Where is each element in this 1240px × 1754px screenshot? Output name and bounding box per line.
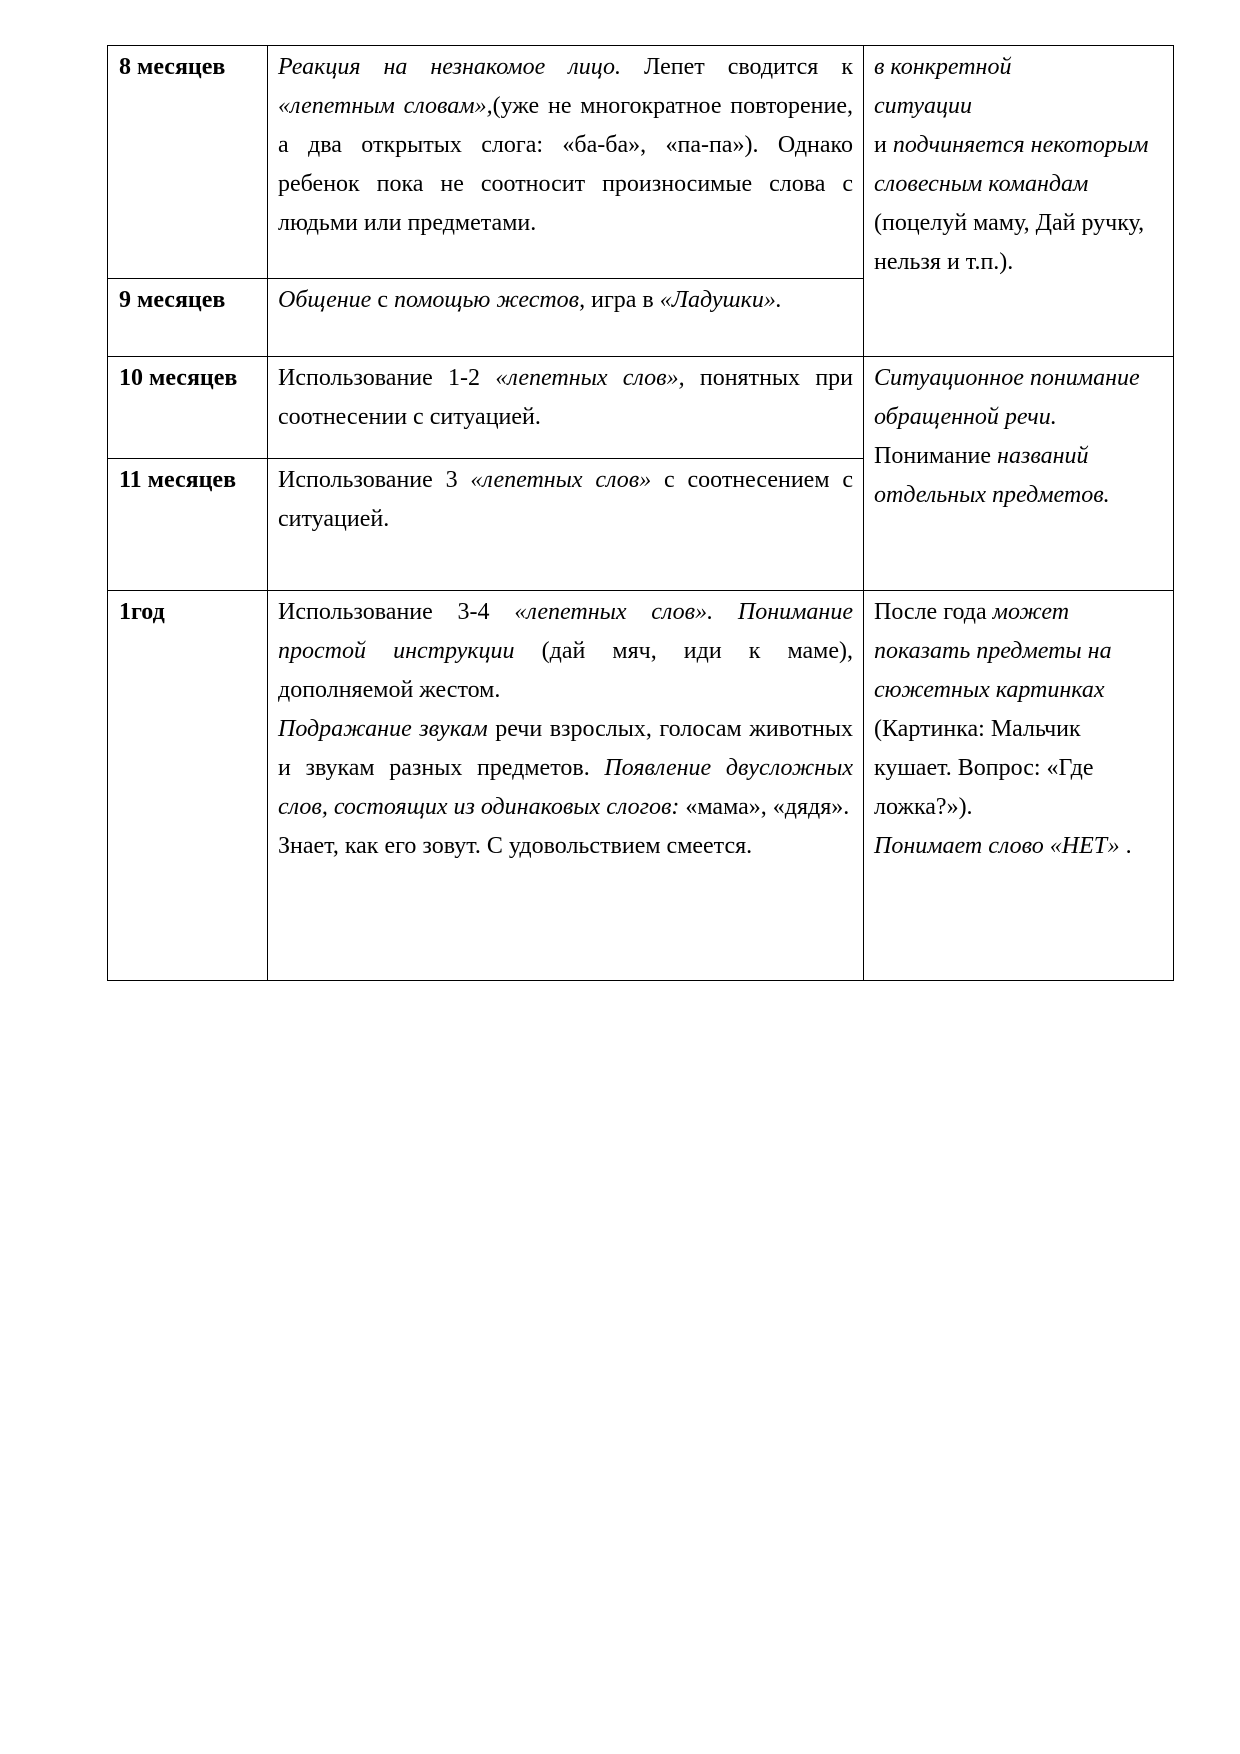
- text-segment: (Картинка: Мальчик кушает. Вопрос: «Где ложка?»).: [874, 716, 1094, 820]
- text-segment: Использование 1-2: [278, 365, 496, 391]
- text-segment: речи взрослых, голосам животных и звукам разных предметов.: [278, 716, 853, 781]
- italic-text-segment: подчиняется некоторым словесным командам: [874, 132, 1149, 197]
- italic-text-segment: Понимание простой инструкции: [278, 599, 853, 664]
- text-segment: понятных при соотнесении с ситуацией.: [278, 365, 854, 430]
- italic-text-segment: Общение: [278, 287, 372, 313]
- italic-text-segment: Реакция на незнакомое лицо.: [278, 54, 621, 80]
- text-segment: с: [371, 287, 394, 313]
- age-cell: 1год: [108, 591, 268, 981]
- speech-description-cell: [268, 279, 864, 357]
- text-segment: Использование 3: [278, 467, 471, 493]
- text-segment: (дай мяч, иди к маме), дополняемой жестом.: [278, 638, 854, 703]
- italic-text-segment: ситуации: [874, 93, 973, 119]
- understanding-cell: [864, 46, 1174, 357]
- age-cell: 8 месяцев: [108, 46, 268, 279]
- speech-description-cell: [268, 459, 864, 591]
- speech-description-cell: [268, 357, 864, 459]
- text-segment: После года: [874, 599, 993, 625]
- italic-text-segment: может показать предметы на сюжетных картинках: [874, 599, 1112, 703]
- table-row: [108, 591, 1174, 981]
- text-segment: Использование 3-4: [278, 599, 515, 625]
- text-segment: и: [874, 132, 893, 158]
- italic-text-segment: названий отдельных предметов.: [874, 443, 1110, 508]
- italic-text-segment: «лепетным словам»,: [278, 93, 493, 119]
- speech-description-cell: [268, 591, 864, 981]
- text-segment: (поцелуй маму, Дай ручку, нельзя и т.п.).: [874, 210, 1145, 275]
- italic-text-segment: помощью жестов,: [393, 287, 586, 313]
- table-row: [108, 357, 1174, 459]
- text-segment: «мама», «дядя».: [679, 794, 850, 820]
- text-segment: .: [1119, 833, 1132, 859]
- understanding-cell: [864, 357, 1174, 591]
- italic-text-segment: Понимает слово «НЕТ»: [874, 833, 1120, 859]
- age-cell: 11 месяцев: [108, 459, 268, 591]
- italic-text-segment: в конкретной: [874, 54, 1012, 80]
- age-cell: 10 месяцев: [108, 357, 268, 459]
- text-segment: с соотнесением с ситуацией.: [278, 467, 853, 532]
- italic-text-segment: Подражание звукам: [278, 716, 488, 742]
- italic-text-segment: «Ладушки».: [659, 287, 782, 313]
- text-segment: (уже не многократное повторение, а два открытых слога: «ба-ба», «па-па»). Однако ребенок пока не соотносит произносимые слова с людьми или предметами.: [278, 93, 853, 236]
- italic-text-segment: Ситуационное понимание обращенной речи.: [874, 365, 1140, 430]
- text-segment: игра в: [585, 287, 660, 313]
- age-cell: 9 месяцев: [108, 279, 268, 357]
- italic-text-segment: «лепетных слов».: [514, 599, 714, 625]
- italic-text-segment: «лепетных слов»,: [495, 365, 685, 391]
- text-segment: Знает, как его зовут. С удовольствием смеется.: [278, 833, 753, 859]
- text-segment: [713, 599, 738, 625]
- italic-text-segment: «лепетных слов»: [470, 467, 652, 493]
- speech-development-table: [107, 45, 1174, 981]
- text-segment: Лепет сводится к: [620, 54, 853, 80]
- table-row: [108, 46, 1174, 279]
- italic-text-segment: Появление двусложных слов, состоящих из одинаковых слогов:: [278, 755, 853, 820]
- text-segment: Понимание: [874, 443, 998, 469]
- speech-description-cell: [268, 46, 864, 279]
- understanding-cell: [864, 591, 1174, 981]
